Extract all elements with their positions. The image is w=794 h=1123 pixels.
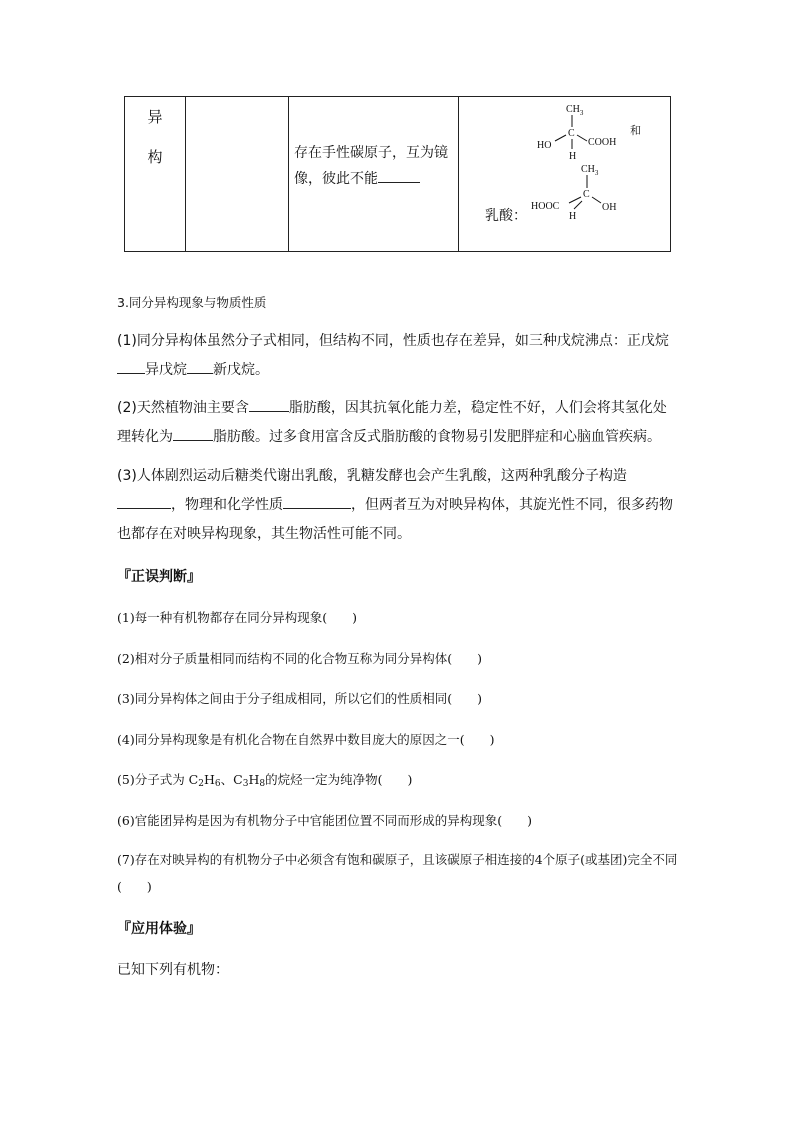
section-title: 3.同分异构现象与物质性质	[117, 295, 267, 310]
paragraph-2: (2)天然植物油主要含 脂肪酸，因其抗氧化能力差，稳定性不好，人们会将其氢化处理转化为 脂肪酸。过多食用富含反式脂肪酸的食物易引发肥胖症和心脑血管疾病。	[117, 400, 667, 445]
judgment-item: (5)分子式为 $C_2H_6$、$C_3H_8$的烷烃一定为纯净物( )	[117, 772, 413, 789]
judgment-item: (7)存在对映异构的有机物分子中必须含有饱和碳原子，且该碳原子相连接的4个原子(或基团)完全不同( )	[117, 852, 678, 894]
row-label-cell	[125, 97, 186, 252]
row-label-char: 构	[147, 148, 163, 166]
lactic-acid-structure-2	[531, 164, 616, 222]
judgment-item: (4)同分异构现象是有机化合物在自然界中数目庞大的原因之一( )	[117, 732, 495, 747]
lactic-acid-structure-1	[537, 104, 616, 162]
hydrogen-label: H	[569, 151, 577, 162]
answer-blank	[187, 361, 213, 374]
answer-blank	[378, 170, 420, 183]
hydroxyl-label: HO	[537, 140, 552, 151]
judgment-heading: 『正误判断』	[117, 569, 201, 585]
carboxyl-label: HOOC	[531, 201, 560, 212]
description-text: 存在手性碳原子，互为镜像，彼此不能	[294, 145, 448, 187]
closing-text: 已知下列有机物：	[117, 962, 229, 978]
answer-blank	[283, 496, 351, 509]
description-cell	[289, 97, 459, 252]
lactic-acid-structures	[459, 97, 670, 253]
methyl-label: $CH_3$	[581, 164, 599, 177]
answer-blank	[173, 428, 213, 441]
hydroxyl-label: OH	[602, 202, 617, 213]
structure-cell	[459, 97, 671, 252]
judgment-item: (3)同分异构体之间由于分子组成相同，所以它们的性质相同( )	[117, 691, 482, 706]
answer-blank	[117, 361, 145, 374]
carbon-label: C	[568, 128, 575, 139]
paragraph-3: (3)人体剧烈运动后糖类代谢出乳酸，乳糖发酵也会产生乳酸，这两种乳酸分子构造，物理和化学性质 ，但两者互为对映异构体，其旋光性不同，很多药物也都存在对映异构现象，其生物活性可能不同。	[117, 468, 673, 542]
answer-blank	[117, 496, 171, 509]
carbon-label: C	[583, 189, 590, 200]
judgment-item: (6)官能团异构是因为有机物分子中官能团位置不同而形成的异构现象( )	[117, 813, 532, 828]
answer-blank	[249, 399, 289, 412]
isomer-table	[124, 96, 671, 252]
lactic-acid-label: 乳酸：	[485, 208, 527, 224]
paragraph-1: (1)同分异构体虽然分子式相同，但结构不同，性质也存在差异，如三种戊烷沸点：正戊烷异戊烷 新戊烷。	[117, 333, 669, 378]
row-label-char: 异	[147, 108, 163, 126]
hydrogen-label: H	[569, 211, 577, 222]
carboxyl-label: COOH	[588, 137, 617, 148]
empty-cell	[186, 97, 289, 252]
table-row	[125, 97, 671, 252]
application-heading: 『应用体验』	[117, 921, 201, 937]
methyl-label: $CH_3$	[566, 104, 584, 117]
and-label: 和	[630, 124, 641, 137]
judgment-item: (2)相对分子质量相同而结构不同的化合物互称为同分异构体( )	[117, 651, 482, 666]
judgment-item: (1)每一种有机物都存在同分异构现象( )	[117, 610, 357, 625]
